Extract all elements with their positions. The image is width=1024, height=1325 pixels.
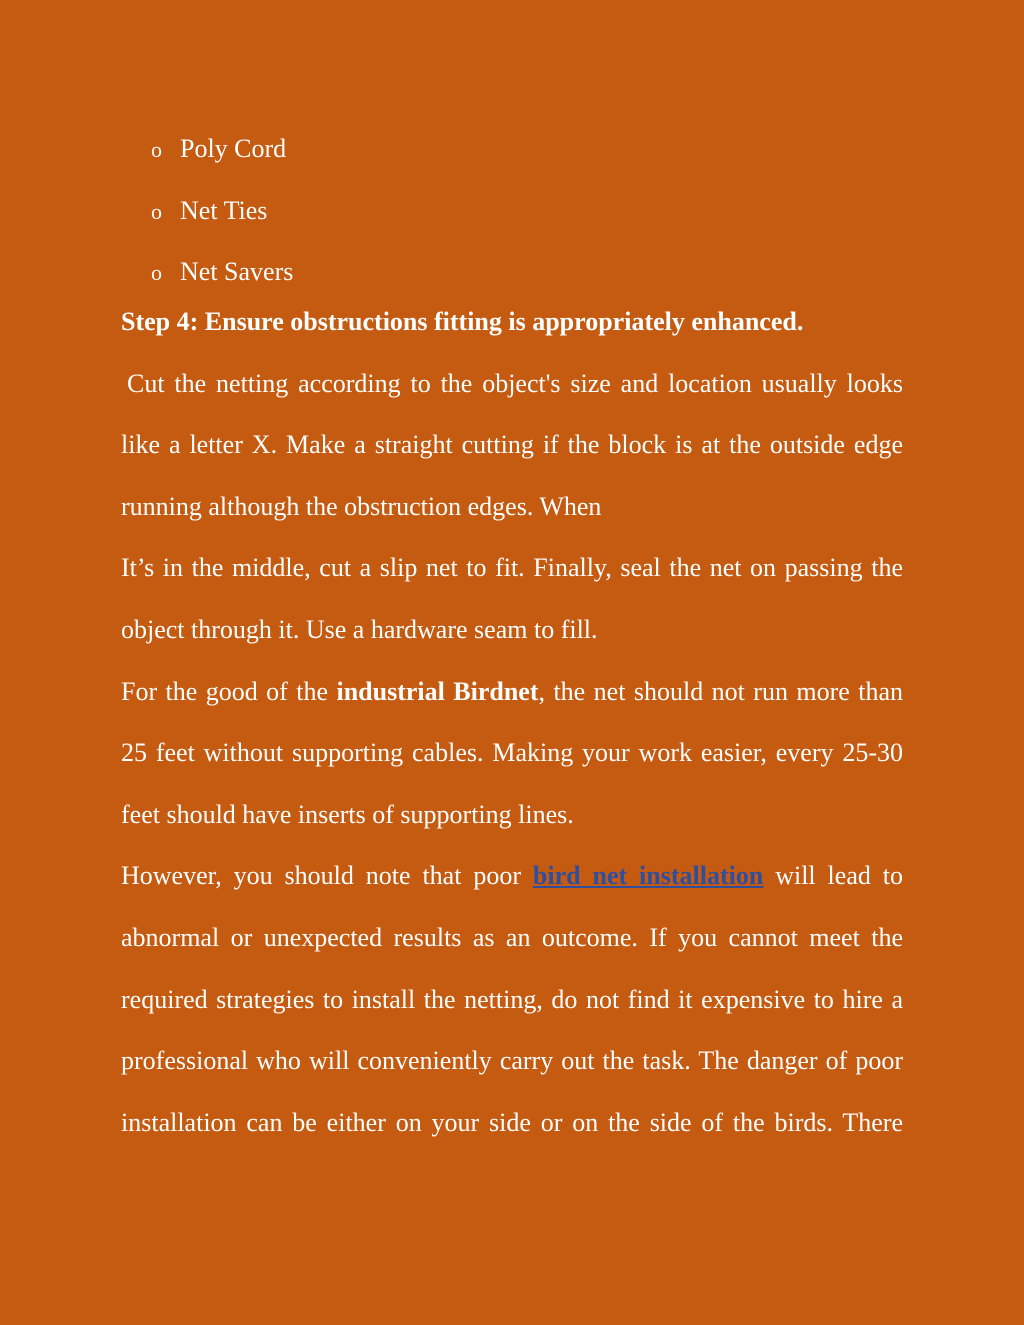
paragraph-line: running although the obstruction edges. When — [121, 491, 602, 521]
paragraph-text: However, you should note that poor — [121, 861, 533, 891]
paragraph-line: Cut the netting according to the object's size and location usually looks — [127, 368, 903, 398]
list-item-label: Poly Cord — [180, 134, 287, 163]
paragraph-line — [121, 661, 903, 723]
paragraph-line: like a letter X. Make a straight cutting if the block is at the outside edge — [121, 430, 903, 460]
bullet-marker: o — [151, 198, 162, 224]
bold-term: industrial Birdnet — [336, 676, 539, 706]
step-heading: Step 4: Ensure obstructions fitting is appropriately enhanced. — [121, 307, 804, 336]
paragraph-text: , the net should not run more than — [538, 676, 903, 706]
paragraph-line: It’s in the middle, cut a slip net to fit. Finally, seal the net on passing the — [121, 553, 903, 583]
paragraph-line: object through it. Use a hardware seam to fill. — [121, 614, 598, 644]
list-item — [151, 118, 293, 180]
bullet-marker: o — [151, 260, 162, 286]
paragraph-line: 25 feet without supporting cables. Making your work easier, every 25-30 — [121, 738, 903, 768]
paragraph-line — [121, 845, 903, 907]
paragraph-line: abnormal or unexpected results as an outcome. If you cannot meet the — [121, 922, 903, 952]
bullet-marker: o — [151, 137, 162, 162]
paragraph-line: feet should have inserts of supporting lines. — [121, 799, 574, 829]
list-item — [151, 180, 293, 242]
list-item-label: Net Savers — [180, 257, 294, 287]
list-item-label: Net Ties — [180, 195, 268, 225]
paragraph-line: installation can be either on your side or on the side of the birds. There — [121, 1107, 903, 1137]
materials-list — [151, 118, 293, 303]
bird-net-installation-link[interactable]: bird net installation — [532, 861, 764, 891]
paragraph-text: will lead to — [763, 861, 903, 891]
paragraph-line: required strategies to install the netting, do not find it expensive to hire a — [121, 984, 903, 1014]
paragraph-line: professional who will conveniently carry out the task. The danger of poor — [121, 1046, 903, 1076]
paragraph-text: For the good of the — [121, 676, 337, 706]
body-text — [121, 291, 903, 1153]
